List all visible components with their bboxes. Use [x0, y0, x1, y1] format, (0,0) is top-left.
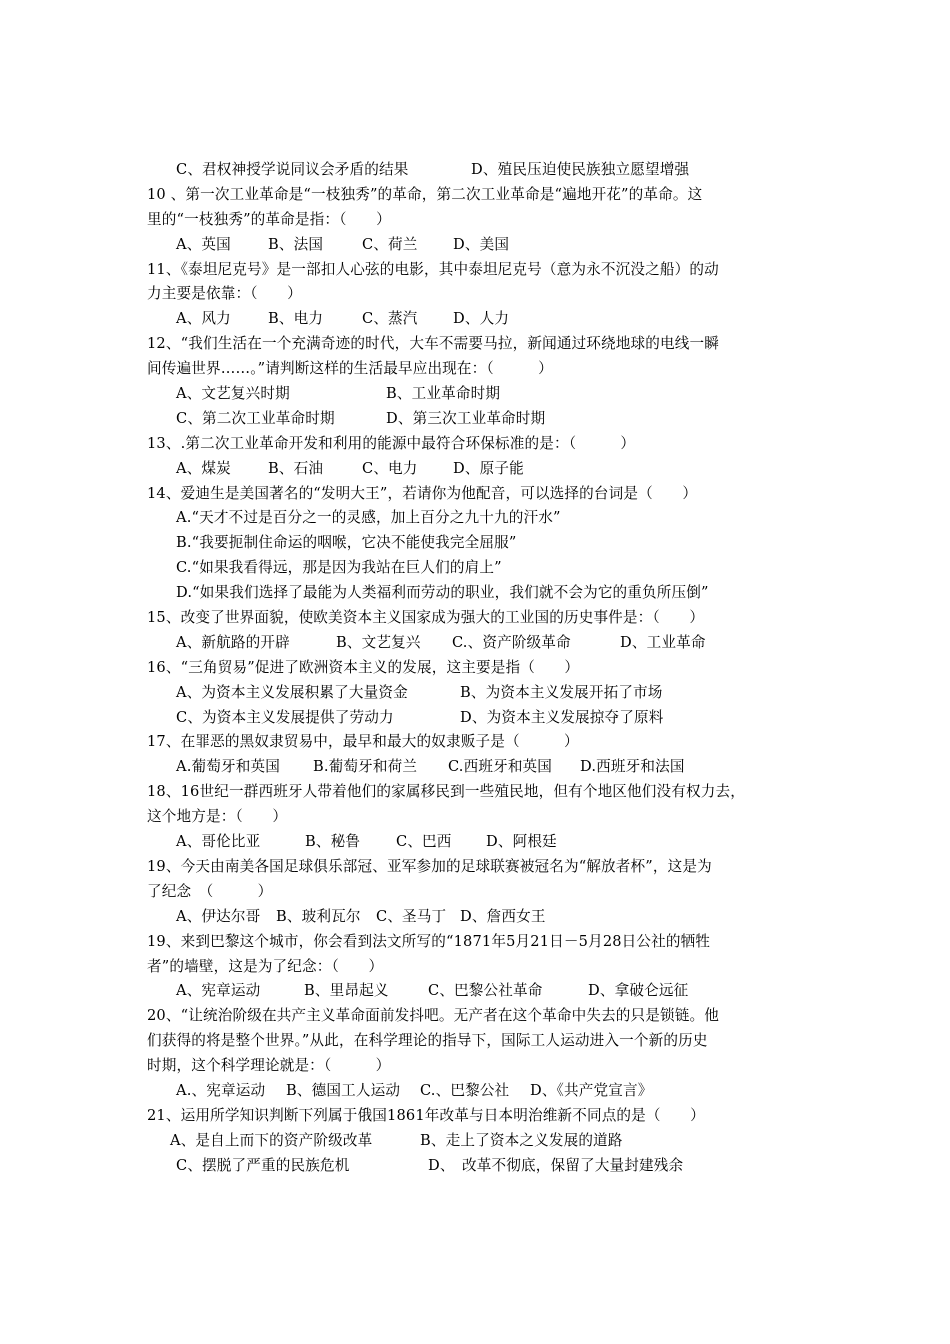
question-line: 20、“让统治阶级在共产主义革命面前发抖吧。无产者在这个革命中失去的只是锁链。他	[147, 1007, 720, 1025]
option-line	[0, 1129, 950, 1154]
question-line: 19、今天由南美各国足球俱乐部冠、亚军参加的足球联赛被冠名为“解放者杯”，这是为	[147, 857, 712, 875]
answer-option: C、蒸汽	[362, 310, 418, 328]
answer-option: D.“如果我们选择了最能为人类福利而劳动的职业，我们就不会为它的重负所压倒”	[176, 584, 709, 602]
answer-option: C、巴西	[396, 833, 452, 851]
question-line: 了纪念 （ ）	[147, 882, 273, 900]
option-line	[0, 531, 950, 556]
answer-option: B、秘鲁	[305, 833, 361, 851]
answer-option: D、第三次工业革命时期	[386, 409, 546, 427]
answer-option: C、君权神授学说同议会矛盾的结果	[176, 161, 409, 178]
answer-option: C、第二次工业革命时期	[176, 409, 335, 427]
question-line: 14、爱迪生是美国著名的“发明大王”，若请你为他配音，可以选择的台词是（ ）	[147, 484, 698, 502]
answer-option: B、玻利瓦尔	[276, 907, 361, 925]
answer-option: B、里昂起义	[304, 982, 389, 1000]
answer-option: D、工业革命	[620, 633, 706, 651]
answer-option: A、宪章运动	[176, 982, 261, 1000]
answer-option: D、美国	[453, 235, 510, 253]
answer-option: A、新航路的开辟	[176, 633, 290, 651]
answer-option: B、文艺复兴	[336, 633, 421, 651]
option-line	[0, 706, 950, 731]
answer-option: B.“我要扼制住命运的咽喉，它决不能使我完全屈服”	[176, 534, 517, 552]
answer-option: A、哥伦比亚	[176, 833, 261, 851]
answer-option: A.葡萄牙和英国	[176, 758, 280, 776]
option-line	[0, 631, 950, 656]
answer-option: D、为资本主义发展掠夺了原料	[460, 708, 664, 726]
answer-option: B、德国工人运动	[286, 1081, 401, 1099]
answer-option: B、工业革命时期	[386, 385, 501, 403]
question-line: 这个地方是：（ ）	[147, 808, 288, 826]
option-line	[0, 158, 950, 183]
question-line: 们获得的将是整个世界。”从此，在科学理论的指导下，国际工人运动进入一个新的历史	[147, 1032, 708, 1050]
answer-option: A.、宪章运动	[176, 1081, 266, 1099]
option-line	[0, 307, 950, 332]
option-line	[0, 506, 950, 531]
answer-option: D、阿根廷	[486, 833, 557, 851]
option-line	[0, 407, 950, 432]
answer-option: A、煤炭	[176, 459, 231, 477]
answer-option: C、荷兰	[362, 235, 418, 253]
answer-option: C.、巴黎公社	[420, 1081, 510, 1099]
answer-option: A、是自上而下的资产阶级改革	[170, 1131, 373, 1149]
option-line	[0, 382, 950, 407]
question-line: 12、“我们生活在一个充满奇迹的时代，大车不需要马拉，新闻通过环绕地球的电线一瞬	[147, 335, 720, 353]
question-line: 16、“三角贸易”促进了欧洲资本主义的发展，这主要是指（ ）	[147, 658, 580, 676]
answer-option: A、为资本主义发展积累了大量资金	[176, 683, 408, 701]
question-line: 11、《泰坦尼克号》是一部扣人心弦的电影，其中泰坦尼克号（意为永不沉没之船）的动	[147, 260, 719, 278]
question-line: 21、运用所学知识判断下列属于俄国1861年改革与日本明治维新不同点的是（ ）	[147, 1106, 705, 1124]
answer-option: B、法国	[268, 235, 324, 253]
answer-option: B、为资本主义发展开拓了市场	[460, 683, 663, 701]
answer-option: C.“如果我看得远，那是因为我站在巨人们的肩上”	[176, 559, 502, 577]
question-line: 18、16世纪一群西班牙人带着他们的家属移民到一些殖民地，但有个地区他们没有权力去，	[147, 783, 746, 801]
answer-option: C、巴黎公社革命	[428, 982, 543, 1000]
answer-option: D、《共产党宣言》	[530, 1081, 653, 1099]
question-line: 13、.第二次工业革命开发和利用的能源中最符合环保标准的是：（ ）	[147, 434, 636, 452]
option-line	[0, 233, 950, 258]
option-line	[0, 905, 950, 930]
question-line: 15、改变了世界面貌，使欧美资本主义国家成为强大的工业国的历史事件是：（ ）	[147, 609, 705, 627]
answer-option: D、原子能	[453, 459, 524, 477]
answer-option: A.“天才不过是百分之一的灵感，加上百分之九十九的汗水”	[176, 509, 561, 527]
answer-option: B、石油	[268, 459, 324, 477]
answer-option: C、为资本主义发展提供了劳动力	[176, 708, 394, 726]
option-line	[0, 581, 950, 606]
answer-option: D、殖民压迫使民族独立愿望增强	[471, 161, 690, 178]
answer-option: C、电力	[362, 459, 418, 477]
question-line: 10 、第一次工业革命是“一枝独秀”的革命，第二次工业革命是“遍地开花”的革命。这	[147, 185, 703, 203]
answer-option: A、文艺复兴时期	[176, 385, 290, 403]
question-line: 者”的墙壁，这是为了纪念：（ ）	[147, 957, 384, 975]
question-line: 19、来到巴黎这个城市，你会看到法文所写的“1871年5月21日－5月28日公社的牺牲	[147, 932, 711, 950]
answer-option: D、拿破仑远征	[588, 982, 689, 1000]
option-line	[0, 681, 950, 706]
answer-option: C.西班牙和英国	[448, 758, 553, 776]
answer-option: A、风力	[176, 310, 231, 328]
question-line: 里的“一枝独秀”的革命是指：（ ）	[147, 210, 391, 228]
answer-option: D.西班牙和法国	[580, 758, 685, 776]
question-line: 力主要是依靠：（ ）	[147, 285, 302, 303]
answer-option: B、走上了资本之义发展的道路	[420, 1131, 623, 1149]
answer-option: D、 改革不彻底，保留了大量封建残余	[428, 1156, 684, 1174]
option-line	[0, 755, 950, 780]
option-line	[0, 556, 950, 581]
option-line	[0, 1079, 950, 1104]
answer-option: A、伊达尔哥	[176, 907, 261, 925]
answer-option: B.葡萄牙和荷兰	[313, 758, 418, 776]
option-line	[0, 1154, 950, 1179]
answer-option: C.、资产阶级革命	[452, 633, 571, 651]
option-line	[0, 979, 950, 1004]
option-line	[0, 457, 950, 482]
answer-option: D、人力	[453, 310, 510, 328]
answer-option: C、摆脱了严重的民族危机	[176, 1156, 350, 1174]
option-line	[0, 830, 950, 855]
answer-option: B、电力	[268, 310, 324, 328]
answer-option: A、英国	[176, 235, 231, 253]
question-line: 17、在罪恶的黑奴隶贸易中，最早和最大的奴隶贩子是（ ）	[147, 733, 579, 751]
exam-page	[0, 158, 950, 1179]
question-line: 时期，这个科学理论就是：（ ）	[147, 1057, 391, 1075]
answer-option: D、詹西女王	[460, 907, 546, 925]
answer-option: C、圣马丁	[376, 907, 447, 925]
question-line: 间传遍世界……。”请判断这样的生活最早应出现在：（ ）	[147, 360, 553, 378]
